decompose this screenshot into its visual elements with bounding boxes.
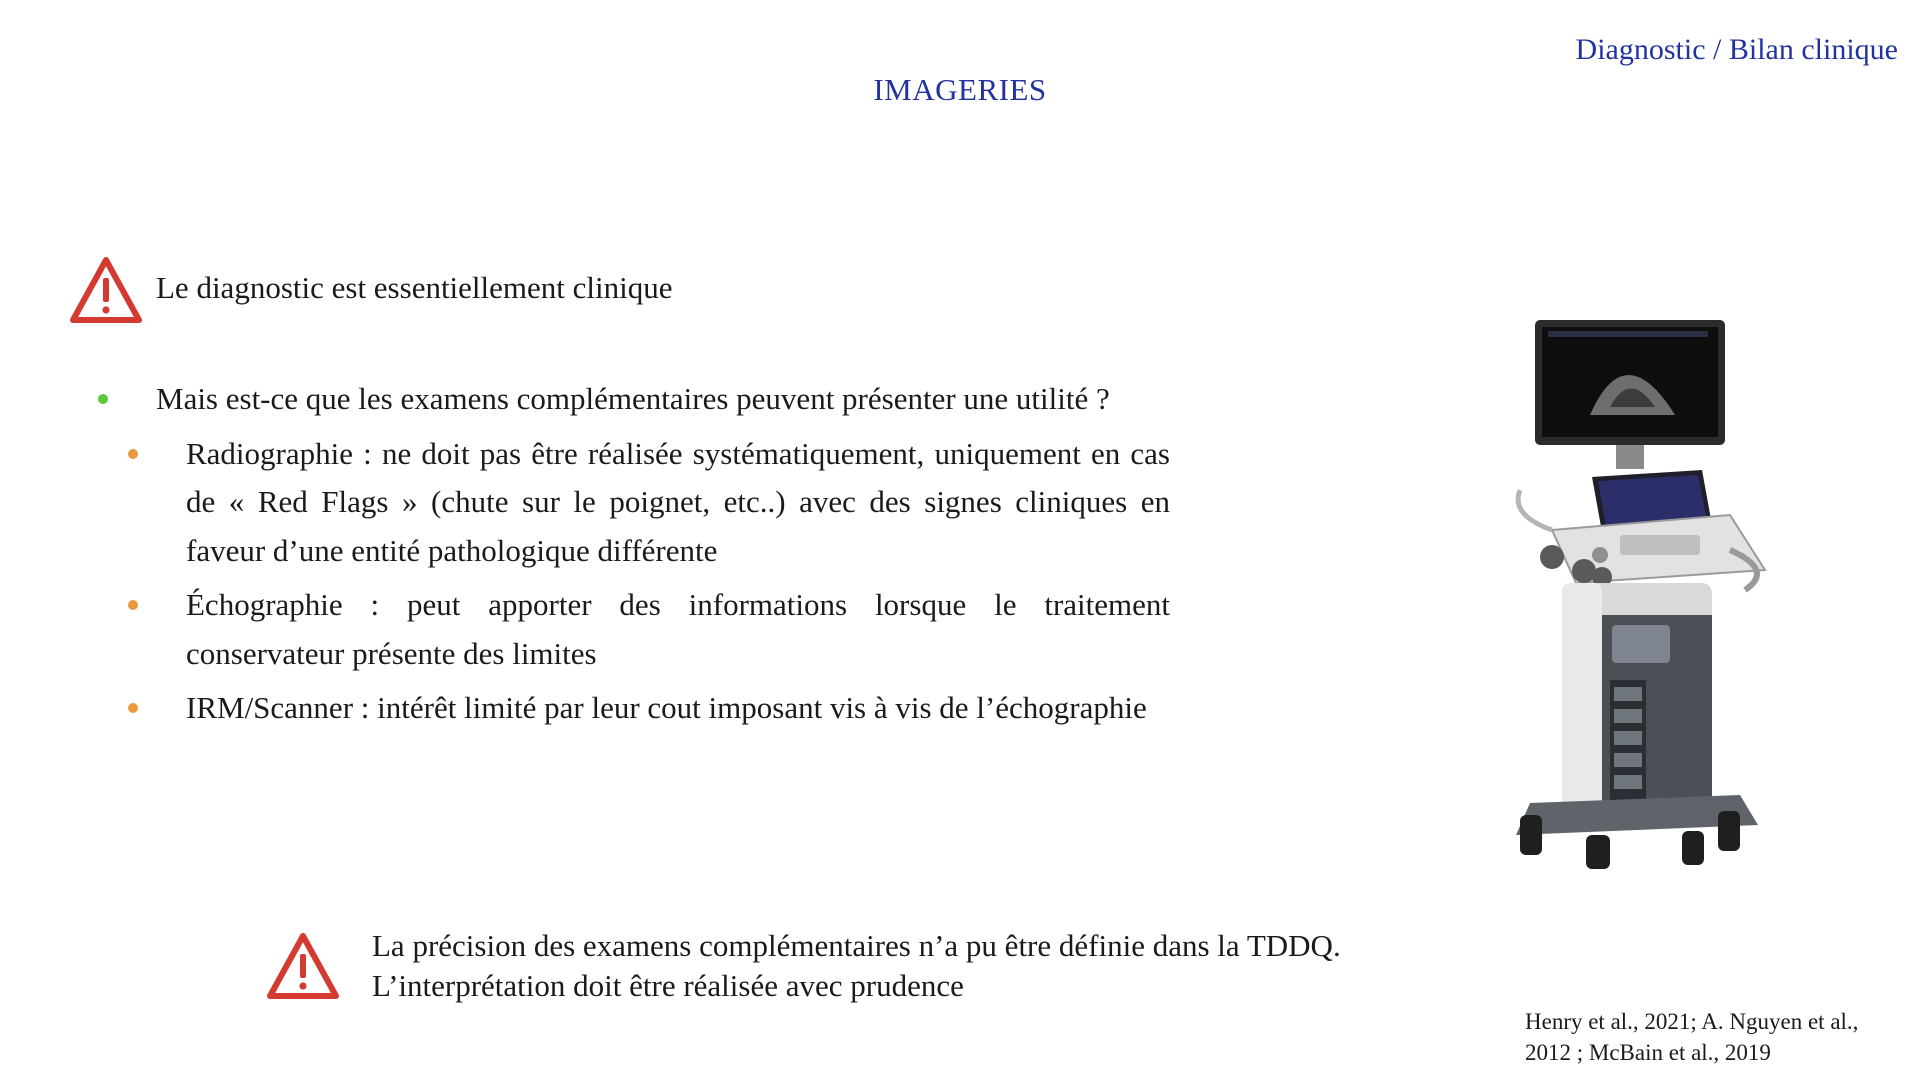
references (1525, 1006, 1858, 1068)
list-item-irm-scanner (92, 684, 1170, 733)
list-item-echographie (92, 581, 1170, 678)
reference-line-1: Henry et al., 2021; A. Nguyen et al., (1525, 1009, 1859, 1034)
page-title: IMAGERIES (873, 72, 1047, 107)
list-item-radiographie (92, 430, 1170, 576)
section-label: Diagnostic / Bilan clinique (1575, 33, 1898, 66)
warning-line-1: La précision des examens complémentaires n’a pu être définie dans la TDDQ. (372, 928, 1341, 963)
warning-triangle-icon (265, 930, 341, 1002)
ultrasound-machine-image (1490, 315, 1770, 870)
warning-text-diagnosis: Le diagnostic est essentiellement clinique (156, 270, 673, 305)
orange-bullet-icon (128, 703, 138, 713)
radiographie-text: Radiographie : ne doit pas être réalisée systématiquement, uniquement en cas de « Red Flags » (chute sur le poignet, etc..) avec des signes cliniques en faveur d’une entité pathologique différente (186, 435, 1170, 568)
orange-bullet-icon (128, 600, 138, 610)
reference-line-2: 2012 ; McBain et al., 2019 (1525, 1040, 1771, 1065)
warning-line-2: L’interprétation doit être réalisée avec prudence (372, 968, 964, 1003)
orange-bullet-icon (128, 449, 138, 459)
green-bullet-icon (98, 394, 108, 404)
echographie-text: Échographie : peut apporter des informations lorsque le traitement conservateur présente des limites (186, 587, 1170, 671)
list-item-main-question (92, 375, 1170, 424)
main-question-text: Mais est-ce que les examens complémentaires peuvent présenter une utilité ? (156, 381, 1110, 416)
imaging-bullet-list (92, 375, 1170, 733)
irm-scanner-text: IRM/Scanner : intérêt limité par leur cout imposant vis à vis de l’échographie (186, 690, 1147, 725)
warning-text-precision (372, 926, 1341, 1006)
warning-triangle-icon (68, 254, 144, 326)
